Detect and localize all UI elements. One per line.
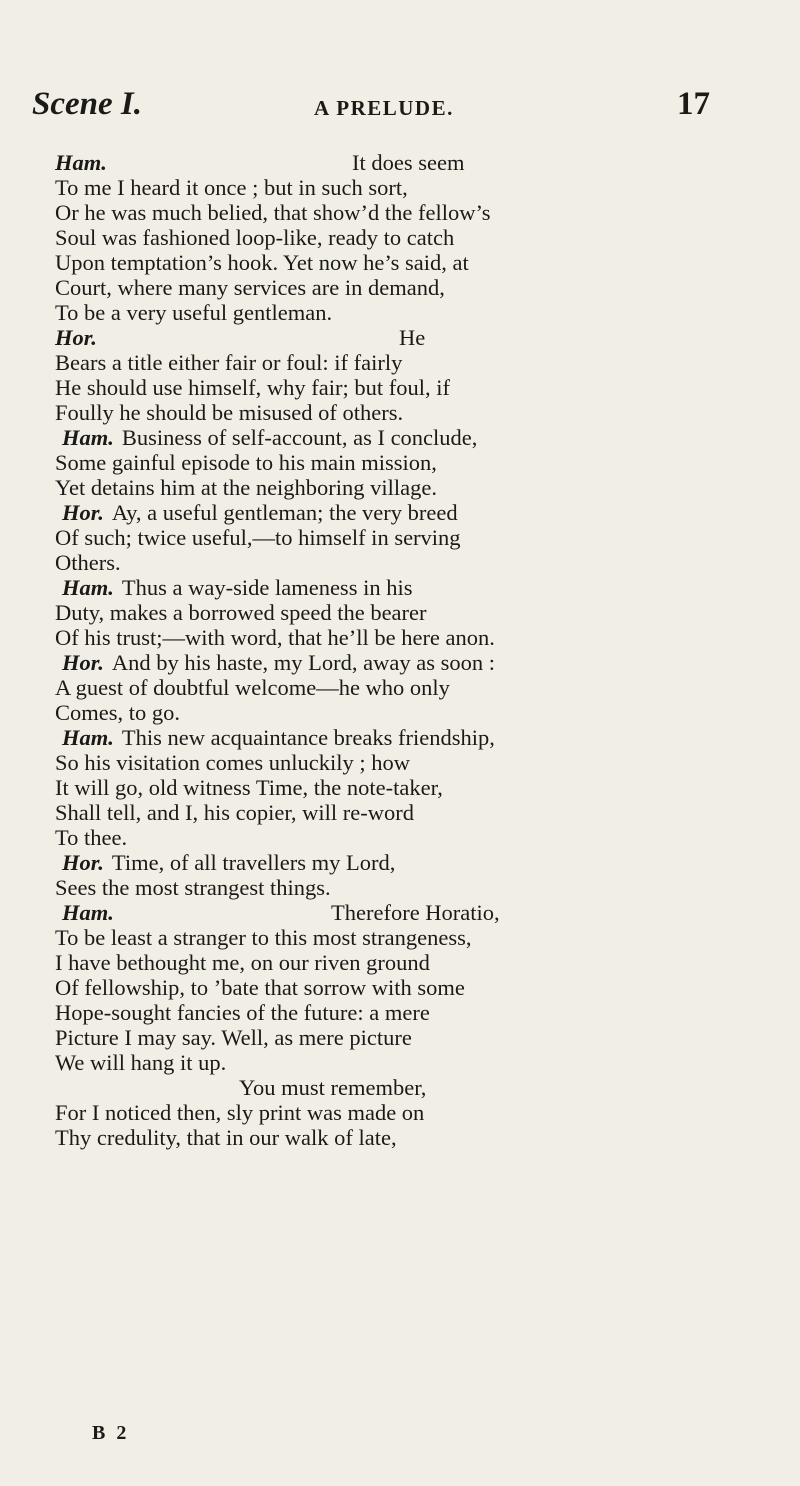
line-text: Picture I may say. Well, as mere picture [55,1025,412,1050]
speaker-name: Ham. [62,725,114,750]
line-text: Therefore Horatio, [331,900,500,925]
text-line [55,525,785,550]
line-text: Shall tell, and I, his copier, will re-word [55,800,415,825]
line-text: Of such; twice useful,—to himself in serving [55,525,461,550]
speaker-name: Hor. [62,850,104,875]
text-line [55,1100,785,1125]
text-line [55,1000,785,1025]
text-line [55,175,785,200]
text-line [55,1125,785,1150]
line-text: And by his haste, my Lord, away as soon : [111,650,495,675]
line-text: To me I heard it once ; but in such sort, [55,175,408,200]
text-line [55,450,785,475]
text-line [55,775,785,800]
text-line [55,800,785,825]
line-text: It will go, old witness Time, the note-taker, [55,775,443,800]
line-text: You must remember, [239,1075,427,1100]
text-line [55,200,785,225]
text-line [55,625,785,650]
text-line [55,275,785,300]
line-text: To be least a stranger to this most strangeness, [55,925,472,950]
text-line [55,550,785,575]
line-text: Of fellowship, to ’bate that sorrow with some [55,975,465,1000]
text-line [55,375,785,400]
speaker-name: Ham. [62,425,114,450]
text-line [55,1075,785,1100]
line-text: To thee. [55,825,128,850]
text-line [55,600,785,625]
line-text: Or he was much belied, that show’d the fellow’s [55,200,491,225]
line-text: So his visitation comes unluckily ; how [55,750,410,775]
text-line [55,575,785,600]
printer-signature: B 2 [92,1422,130,1444]
line-text: He should use himself, why fair; but foul, if [55,375,450,400]
text-line [55,500,785,525]
text-line [55,650,785,675]
text-line [55,1025,785,1050]
line-text: To be a very useful gentleman. [55,300,333,325]
line-text: Hope-sought fancies of the future: a mere [55,1000,430,1025]
text-line [55,700,785,725]
line-text: I have bethought me, on our riven ground [55,950,430,975]
speaker-name: Hor. [62,650,104,675]
text-line [55,925,785,950]
line-text: Business of self-account, as I conclude, [121,425,478,450]
running-title: A PRELUDE. [314,96,454,120]
text-line [55,325,785,350]
speaker-name: Ham. [62,575,114,600]
text-line [55,225,785,250]
text-line [55,900,785,925]
scene-label: Scene I. [32,86,142,122]
text-line [55,1050,785,1075]
text-line [55,400,785,425]
line-text: Time, of all travellers my Lord, [111,850,396,875]
line-text: It does seem [352,150,465,175]
text-line [55,150,785,175]
line-text: Sees the most strangest things. [55,875,331,900]
line-text: Others. [55,550,121,575]
text-line [55,750,785,775]
play-text [55,150,785,1150]
line-text: Foully he should be misused of others. [55,400,404,425]
line-text: Of his trust;—with word, that he’ll be here anon. [55,625,495,650]
line-text: Upon temptation’s hook. Yet now he’s said, at [55,250,469,275]
line-text: This new acquaintance breaks friendship, [121,725,495,750]
text-line [55,425,785,450]
line-text: Bears a title either fair or foul: if fairly [55,350,403,375]
speaker-name: Ham. [55,150,107,175]
text-line [55,475,785,500]
text-line [55,975,785,1000]
speaker-name: Hor. [55,325,97,350]
line-text: Soul was fashioned loop-like, ready to catch [55,225,455,250]
line-text: We will hang it up. [55,1050,227,1075]
text-line [55,950,785,975]
text-line [55,850,785,875]
line-text: For I noticed then, sly print was made on [55,1100,425,1125]
line-text: Some gainful episode to his main mission, [55,450,437,475]
line-text: Thus a way-side lameness in his [121,575,413,600]
line-text: He [399,325,426,350]
line-text: Comes, to go. [55,700,181,725]
page-number: 17 [677,86,710,122]
running-header [30,86,710,130]
text-line [55,825,785,850]
line-text: Yet detains him at the neighboring village. [55,475,438,500]
text-line [55,875,785,900]
text-line [55,250,785,275]
text-line [55,350,785,375]
speaker-name: Hor. [62,500,104,525]
line-text: Court, where many services are in demand, [55,275,445,300]
line-text: A guest of doubtful welcome—he who only [55,675,450,700]
line-text: Thy credulity, that in our walk of late, [55,1125,397,1150]
line-text: Duty, makes a borrowed speed the bearer [55,600,427,625]
speaker-name: Ham. [62,900,114,925]
text-line [55,675,785,700]
text-line [55,300,785,325]
line-text: Ay, a useful gentleman; the very breed [111,500,458,525]
text-line [55,725,785,750]
